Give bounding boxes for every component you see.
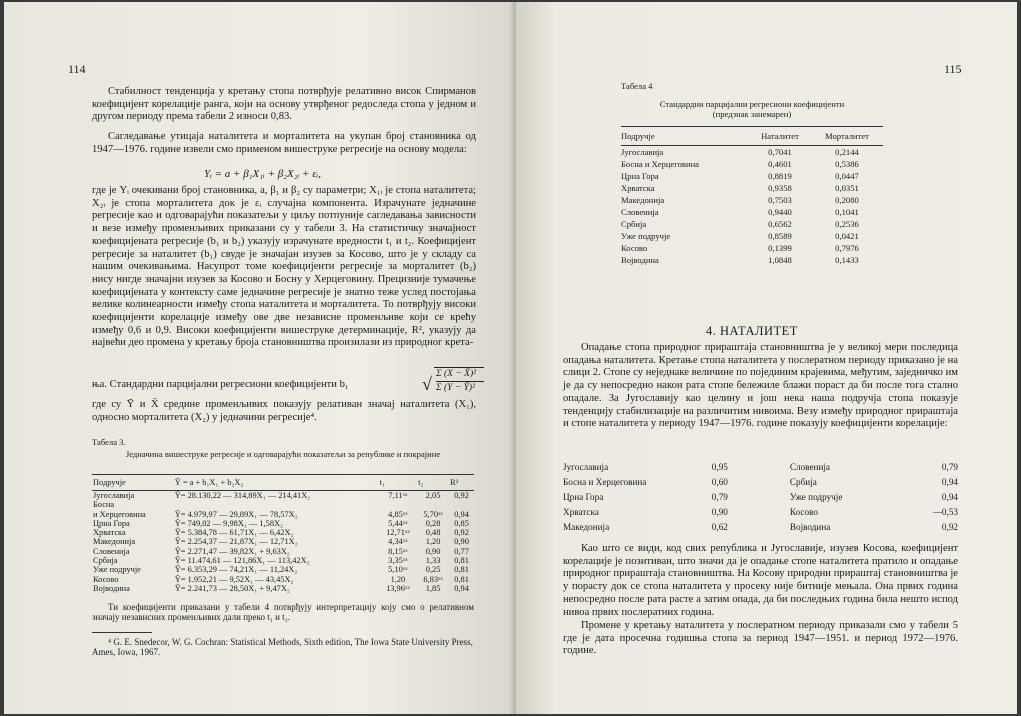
table-row [621,182,883,194]
section-title: 4. НАТАЛИТЕТ [706,324,798,338]
table-cell: Југославија [621,147,664,157]
page-number-left: 114 [68,62,86,76]
table-cell: Војводина [621,255,659,265]
table-cell: 0,2080 [835,195,859,205]
table-cell: Србија [789,477,817,487]
formula-denominator: Σ (Y − Ȳ)² [436,383,475,393]
table-cell: Хрватска [621,183,655,193]
table-cell: Словенија [621,207,659,217]
table-cell: 0,2536 [835,219,859,229]
table-cell: 0,95 [711,462,728,472]
table-row [92,575,474,584]
table-cell: 0,94 [941,477,958,487]
table-row [92,537,474,546]
table-cell: 0,7503 [768,195,792,205]
table-row [621,230,883,242]
table-cell: 0,81 [454,574,469,584]
table-cell: 7,11ˣˣ [388,491,408,500]
table-cell: 5,44ˣˣ [388,518,408,528]
paragraph: где је Yᵢ очекивани број становника, a, β₁ и β₂ су параметри; X₁ᵢ је стопа наталитета; X₂ᵢ је стопа морталитета док је εᵢ случајна компонента. Израчунате једначине регресије као и одговарајући показатељи у циљу потпуније сагледавања зависности и везе између променљивих приказани су у табели 3. На статистичку значајност коефицијената регресије (b₁ и b₂) указују израчунате вредности t₁ и t₂. Коефицијент регресије за наталитет (b₁) свуде је значајан изузев за Косово, што је у складу са нашим очекивањима. Насупрот томе коефицијенти регресије за морталитет (b₂) нису нигде значајни изузев за Косово и Босну у Херцеговину. Прецизније тумачење коефицијената у контексту саме једначине регресије је знатно теже услед постојања велике колинеарности између стопа наталитета и морталитета. То потврђују високи коефицијенти корелације између ове две независне променљиве који се крећу између 0,6 и 0,9. Високи коефицијенти вишеструке детерминације, R², указују да највећи део промена у кретању броја становништва произилази из природног крета- [92,185,476,349]
table-cell: 0,7041 [768,147,792,157]
table-row [563,505,958,520]
paragraph: Промене у кретању наталитета у послератном периоду приказали смо у табели 5 где је дата просечна годишња стопа за период 1947—1951. и период 1972—1976. године. [563,620,958,657]
table-cell: 0,92 [454,491,469,500]
table-cell: Србија [93,556,118,566]
table-cell: 0,90 [454,537,469,547]
coefficients-table [621,126,883,266]
table-cell: 0,79 [711,492,728,502]
table-cell: Хрватска [563,507,599,517]
table-row [621,194,883,206]
table-header: Подручје [93,478,126,487]
table-row [92,556,474,565]
table-cell: 1,85 [425,583,441,593]
table-cell: 0,92 [941,522,958,532]
table-cell: Уже подручје [621,231,671,241]
table-cell: 0,2144 [835,147,859,157]
table-cell: 0,0421 [835,231,859,241]
table-cell: и Херцеговина [93,509,146,519]
correlation-table [563,460,958,535]
table-cell: Ŷ= 2.271,47 — 39,82X₁ + 9,63X₂ [174,546,290,556]
table-row [92,519,474,528]
table-header: Наталитет [761,131,799,141]
table-row [563,490,958,505]
table-cell: 0,6562 [768,219,792,229]
table-cell: Ŷ= 28.130,22 — 314,89X₁ — 214,41X₂ [174,491,311,500]
table-cell: 0,9358 [768,183,792,193]
book-spread [4,2,1017,714]
table-cell: Ŷ= 4.979,97 — 29,89X₁ — 78,57X₂ [174,509,298,519]
table-row [621,146,883,159]
table-cell: 0,0447 [835,171,859,181]
table-cell: Словенија [93,546,130,556]
table-cell: Босна [93,500,115,510]
table4-label: Табела 4 [621,81,653,91]
table-cell: Југославија [93,491,135,500]
right-page [516,2,1017,714]
fraction-bar [436,381,484,382]
table-cell [417,500,449,509]
table-cell: 0,5386 [835,159,859,169]
paragraph: где су Ȳ и X̄ средине променљивих показују релативан значај наталитета (X₁), односно морталитета (X₂) у једначини регресије⁴. [92,399,476,423]
table-cell: 0,94 [454,509,469,519]
table-cell: 4,85ˣˣ [388,509,408,519]
table-cell: Црна Гора [563,492,604,502]
table-cell: 0,62 [711,522,728,532]
table-cell: Косово [621,243,648,253]
table3-caption: Једначина вишеструке регресије и одговарајући показатељи за републике и покрајине [125,449,441,459]
table-cell: 0,1399 [768,243,792,253]
table-cell: Ŷ= 2.241,73 — 28,50X₁ + 9,47X₂ [174,583,290,593]
table-cell: 0,25 [425,565,441,575]
footnote: ⁴ G. E. Snedecor, W. G. Cochran: Statistical Methods, Sixth edition, The Iowa State University Press, Ames, Iowa, 1967. [92,637,473,658]
footnote-divider [92,632,152,633]
table-header: R² [450,478,459,487]
table-cell: 0,85 [454,518,469,528]
table-cell: Македонија [621,195,665,205]
table-cell: 0,94 [454,583,469,593]
table3-label: Табела 3. [92,437,126,447]
paragraph-line: ња. Стандардни парцијални регресиони коефицијенти b₁ [92,379,349,390]
table-header: t₂ [418,478,424,487]
table-row [621,218,883,230]
table-row [92,491,474,501]
table-row [92,547,474,556]
table-cell: 0,94 [941,492,958,502]
table-header: Морталитет [825,131,869,141]
paragraph: Стабилност тенденција у кретању стопа потврђује релативно висок Спирманов коефицијент корелације ранга, који на основу утврђеног редоследа стопа у једном и другом периоду према табели 2 износи 0,83. [92,86,476,123]
table-row [621,170,883,182]
table-row [92,584,474,593]
table-cell: 2,05 [425,491,441,500]
table-cell: 1,20 [390,574,406,584]
table-header: Ŷ = a + b₁X₁ + b₂X₂ [174,478,244,487]
table-row [563,520,958,535]
table-header-row [92,475,474,491]
table-cell: 12,71ˣˣ [386,528,410,538]
table-cell: 1,33 [425,556,441,566]
paragraph: Опадање стопа природног прираштаја становништва је у великој мери последица опадања наталитета. Кретање стопа наталитета у послератном периоду приказано је на слици 2. Стопе су неједнаке величине по појединим крајевима, међутим, заједничко им је да су непосредно након рата стопе бележиле блажи пораст да би после тога стално опадале. За Југославију као целину и још нека наша подручја стопа показује тенденцију стабилизације на различитим нивоима. Везу између природног прираштаја и стопе наталитета у периоду 1947—1976. године показују коефицијенти корелације: [563,342,958,430]
table-row [92,500,474,509]
table-cell: 0,48 [425,528,441,538]
table-cell: 0,28 [425,518,441,528]
table-header: Подручје [621,131,655,141]
table-cell: 0,4601 [768,159,792,169]
table-cell: Ŷ= 11.474,61 — 121,86X₁ — 113,42X₂ [174,556,310,566]
table-cell: 6,83ˣˣ [423,574,443,584]
table-cell: Македонија [93,537,136,547]
table-cell: Хрватска [93,528,126,538]
sqrt-sign: √ [422,374,432,394]
table-cell [449,500,474,509]
formula-numerator: Σ (X − X̄)² [436,369,476,379]
table-cell: 0,90 [425,546,441,556]
table-cell: 0,0351 [835,183,859,193]
table-cell [174,500,379,509]
table-header: t₁ [379,478,386,487]
table-cell: 0,79 [941,462,958,472]
table-cell: Уже подручје [93,565,141,575]
table-row [621,254,883,266]
table-cell: Словенија [789,462,831,472]
table-cell: 0,81 [454,565,469,575]
table-row [563,460,958,475]
table-cell: 3,35ˣˣ [388,556,408,566]
paragraph: Као што се види, код свих република и Југославије, изузев Косова, коефицијент корелације је позитиван, што значи да је опадање стопе наталитета пратило и опадање природног прираштаја становништва. На Косову природни прираштај становништва је у порасту док се стопа наталитета у просеку није битније мењала. Она првих година непосредно после рата расте а затим опада, да би последњих година била нешто испод нивоа првих послератних година. [563,543,958,618]
table-cell: 5,70ˣˣ [423,509,443,519]
table-cell: 0,7976 [835,243,859,253]
table-cell: 0,1433 [835,255,859,265]
table-cell: 8,15ˣˣ [388,546,408,556]
table-row [621,158,883,170]
table-row [621,242,883,254]
table-cell: Војводина [93,583,130,593]
paragraph: Ти коефицијенти приказани у табели 4 потврђују интерпретацију коју смо о релативном значају независних променљивих дали преко t₁ и t₂. [92,602,474,623]
table-cell: 0,81 [454,556,469,566]
paragraph: Сагледавање утицаја наталитета и морталитета на укупан број становника од 1947—1976. године извели смо применом вишеструке регресије на основу модела: [92,131,476,155]
table-cell: 13,96ˣˣ [386,583,410,593]
table-cell: 5,10ˣˣ [388,565,408,575]
table-cell: Ŷ= 1.952,21 — 9,52X₁ — 43,45X₂ [174,574,294,584]
table-cell: Уже подручје [789,492,843,502]
table4-caption-sub: (предзнак занемарен) [712,109,792,119]
table-cell: Ŷ= 2.254,37 — 21,87X₁ — 12,71X₂ [174,537,298,547]
table-cell: Војводина [789,522,831,532]
sqrt-bar [434,367,484,368]
regression-table [92,474,474,593]
table-cell: 1,20 [425,537,441,547]
table-cell: Ŷ= 6.353,29 — 74,21X₁ — 11,24X₂ [174,565,298,575]
table-cell: 0,9440 [768,207,792,217]
table-cell: 1,0848 [768,255,792,265]
table-cell: Србија [621,219,647,229]
table-header-row [621,127,883,146]
table4-caption: Стандардни парцијални регресиони коефицијенти [659,99,845,109]
table-cell: 0,92 [454,528,469,538]
table-cell: 0,8589 [768,231,792,241]
table-cell: Македонија [563,522,610,532]
table-cell: 4,34ˣˣ [388,537,408,547]
table-cell: 0,77 [454,546,469,556]
regression-formula: Yᵢ = a + β₁X₁ᵢ + β₂X₂ᵢ + εᵢ, [204,168,322,180]
table-cell: Ŷ= 5.384,78 — 61,71X₁ — 6,42X₂ [174,528,294,538]
table-cell: 0,1041 [835,207,859,217]
table-row [92,510,474,519]
table-cell: Ŷ= 749,02 — 9,98X₁ — 1,58X₂ [174,518,283,528]
left-page [4,2,516,714]
table-cell: 0,60 [711,477,728,487]
table-cell: Босна и Херцеговина [621,159,699,169]
table-cell: Југославија [563,462,609,472]
table-cell: 0,8819 [768,171,792,181]
table-cell: Косово [93,574,119,584]
table-cell: Црна Гора [93,518,130,528]
table-cell: —0,53 [932,507,958,517]
table-row [621,206,883,218]
table-row [563,475,958,490]
table-cell: Косово [789,507,818,517]
table-cell: 0,90 [711,507,728,517]
table-cell: Црна Гора [621,171,659,181]
table-cell: Босна и Херцеговина [563,477,647,487]
table-cell [379,500,417,509]
table-row [92,565,474,574]
page-number-right: 115 [944,62,962,76]
